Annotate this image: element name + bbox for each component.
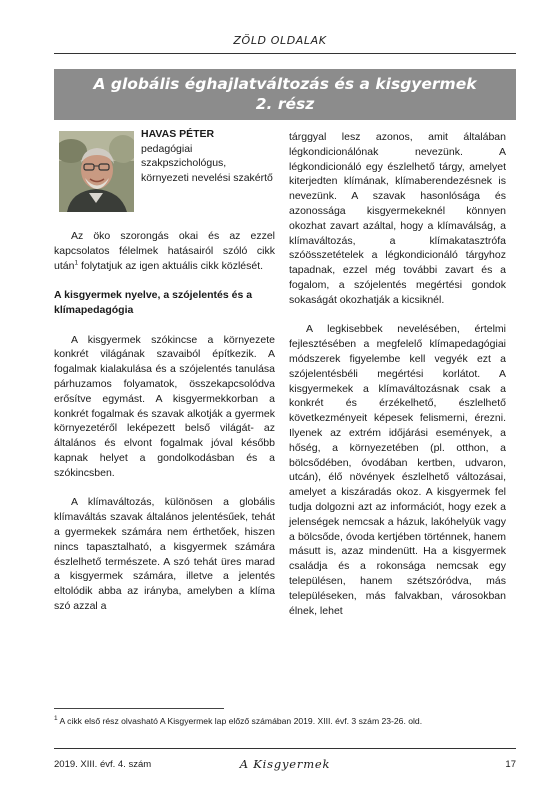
author-photo [59,131,134,212]
footnote-divider [54,708,224,709]
body-paragraph: A legkisebbek nevelésében, értelmi fejlesztésében a megfelelő klímapedagógiai módszerek figyelembe kell vegyék ezt a szójelentésbéli megértési korlátot. A kisgyermekek a klímaváltozásnak csak a konkrét és érzékelhető, észlelhető következményeit képesek felismerni, érezni. Ilyenek az extrém időjárási események, a hőség, a környezetében (pl. otthon, a bölcsődében, óvodában kertben, udvaron, utcán), élő növények észlelhető változásai, amelyet a kiszáradás okoz. A kisgyermek fel tudja dolgozni azt az információt, hogy ezek a jelenségek nemcsak a házuk, lakóhelyük vagy a bölcsőde, óvoda kertjében történnek, hanem másutt is, azaz mindenütt. Ha a kisgyermek családja és a rokonsága nemcsak egy településen, hanem szétszóródva, más településeken, más falvakban, városokban élnek, lehet [289,323,506,617]
footnote-mark: 1 [54,715,58,723]
footnote-reference: 1 [74,259,79,267]
intro-text-continued: folytatjuk az igen aktuális cikk közlését. [78,259,264,272]
right-column [289,130,506,633]
section-header: ZÖLD OLDALAK [233,34,327,47]
body-paragraph: A klímaváltozás, különösen a globális klímaváltás szavak általános jelentésűek, tehát a gyermekek számára nem érthetőek, hiszen nincs tapasztalható, a kisgyermek számára észlelhető természete. A szó tehát üres marad a kisgyermek számára, illetve a jelentés eltolódik abba az irányba, amelyben a klíma szó azzal a [54,496,275,612]
page-footer [54,757,516,773]
page-number: 17 [505,759,516,770]
issue-info: 2019. XIII. évf. 4. szám [54,759,152,770]
body-paragraph-continued: tárggyal lesz azonos, amit általában légkondicionálónak nevezünk. A légkondicionáló egy észlelhető tárgy, amelyet kiterjedten klímának, klímaberendezésnek is nevezünk. A szavak hasonlósága és azonossága kisgyermekeknél könnyen okozhat zavart azáltal, hogy a klímaválság, a klímaváltozás, a klímakatasztrófa szóösszetételek a légkondicionáló tárgyhoz tapadnak, ezzel még további zavart és a fogalom, a szójelentés megértési gondok sokaságát okozhatják a kicsiknél. [289,131,506,306]
header-divider [54,53,516,54]
footer-divider [54,748,516,749]
author-role: pedagógiai szakpszichológus, környezeti nevelési szakértő [141,142,273,184]
footnote [54,716,516,727]
body-paragraph: A kisgyermek szókincse a környezete konkrét világának szavaiból építkezik. A fogalmak kialakulása és a szójelentés tanulása párhuzamos folyamatok, összekapcsolódva erősítve egymást. A kisgyermekkorban a konkrét fogalmak és szavak alkotják a gyermek környezetéről leképezett belső világát- az általános és elvont fogalmak jóval később kapnak helyet a gondolkodásban és a szókincsben. [54,333,275,479]
intro-paragraph [54,229,275,273]
article-title: A globális éghajlatváltozás és a kisgyermek [93,75,477,93]
article-part: 2. rész [255,95,315,113]
magazine-name: A Kisgyermek [239,757,331,771]
author-name: HAVAS PÉTER [141,128,215,140]
footnote-text: A cikk első rész olvasható A Kisgyermek lap előző számában 2019. XIII. évf. 3 szám 23-26. old. [57,716,423,726]
article-title-banner [54,69,516,120]
left-column [54,229,275,629]
author-info [141,127,274,185]
intro-text: Az öko szorongás okai és az ezzel kapcsolatos félelmek hatásairól szóló cikk után [54,230,275,272]
section-heading: A kisgyermek nyelve, a szójelentés és a klímapedagógia [54,289,253,316]
